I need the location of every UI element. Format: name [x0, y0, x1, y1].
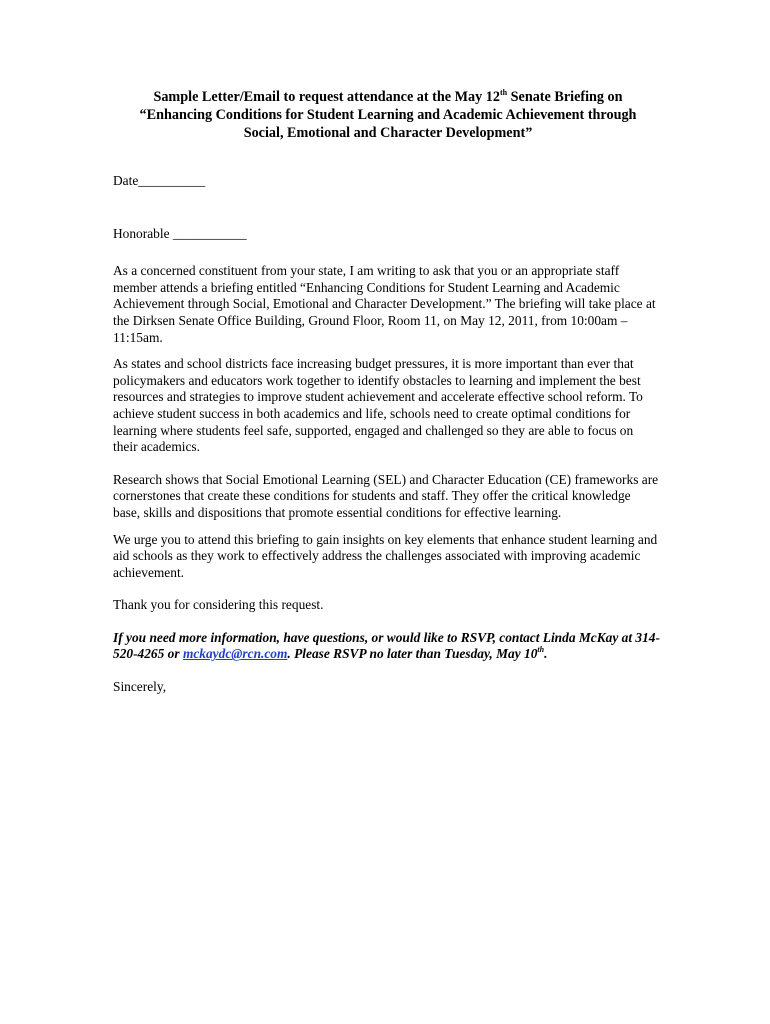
paragraph-urge-attend: We urge you to attend this briefing to gain insights on key elements that enhance student learning and aid schools as they work to effectively address the challenges associated with improving academic achievement.: [113, 531, 658, 580]
honorable-field: Honorable ___________: [113, 225, 247, 241]
title-line-1: [105, 88, 671, 106]
title-line-1-text: Sample Letter/Email to request attendance at the May 12: [153, 89, 500, 105]
rsvp-superscript: th: [537, 645, 545, 655]
paragraph-budget-pressures: As states and school districts face increasing budget pressures, it is more important than ever that policymakers and educators work together to identify obstacles to learning and implement the best resources and strategies to improve student achievement and accelerate effective school reform. To achieve student success in both academics and life, schools need to create optimal conditions for learning where students feel safe, supported, engaged and challenged so they are able to focus on their academics.: [113, 356, 643, 455]
paragraph-thank-you: Thank you for considering this request.: [113, 597, 324, 613]
rsvp-contact-paragraph: [113, 630, 661, 663]
title-superscript: th: [499, 88, 508, 97]
rsvp-end-punctuation: .: [544, 646, 548, 662]
letter-page: [113, 88, 661, 696]
title-line-1-end: Senate Briefing on: [507, 89, 623, 105]
date-field: Date__________: [113, 173, 206, 188]
letter-title: [105, 88, 671, 142]
paragraph-research: Research shows that Social Emotional Learning (SEL) and Character Education (CE) frameworks are cornerstones that create these conditions for students and staff. They offer the critical knowledge base, skills and dispositions that promote essential conditions for effective learning.: [113, 471, 659, 520]
contact-email-link[interactable]: mckaydc@rcn.com: [182, 646, 288, 662]
paragraph-briefing-request: As a concerned constituent from your state, I am writing to ask that you or an appropriate staff member attends a briefing entitled “Enhancing Conditions for Student Learning and Academic Achievement through Social, Emotional and Character Development.” The briefing will take place at the Dirksen Senate Office Building, Ground Floor, Room 11, on May 12, 2011, from 10:00am – 11:15am.: [113, 263, 656, 345]
title-line-2: “Enhancing Conditions for Student Learning and Academic Achievement through: [139, 107, 637, 123]
title-line-3: Social, Emotional and Character Development”: [243, 125, 533, 141]
rsvp-contact-text: If you need more information, have questions, or would like to RSVP, contact Linda McKay at 314-520-4265 or: [113, 629, 660, 662]
rsvp-deadline-text: . Please RSVP no later than Tuesday, May 10: [287, 646, 538, 662]
closing-salutation: Sincerely,: [113, 679, 167, 695]
